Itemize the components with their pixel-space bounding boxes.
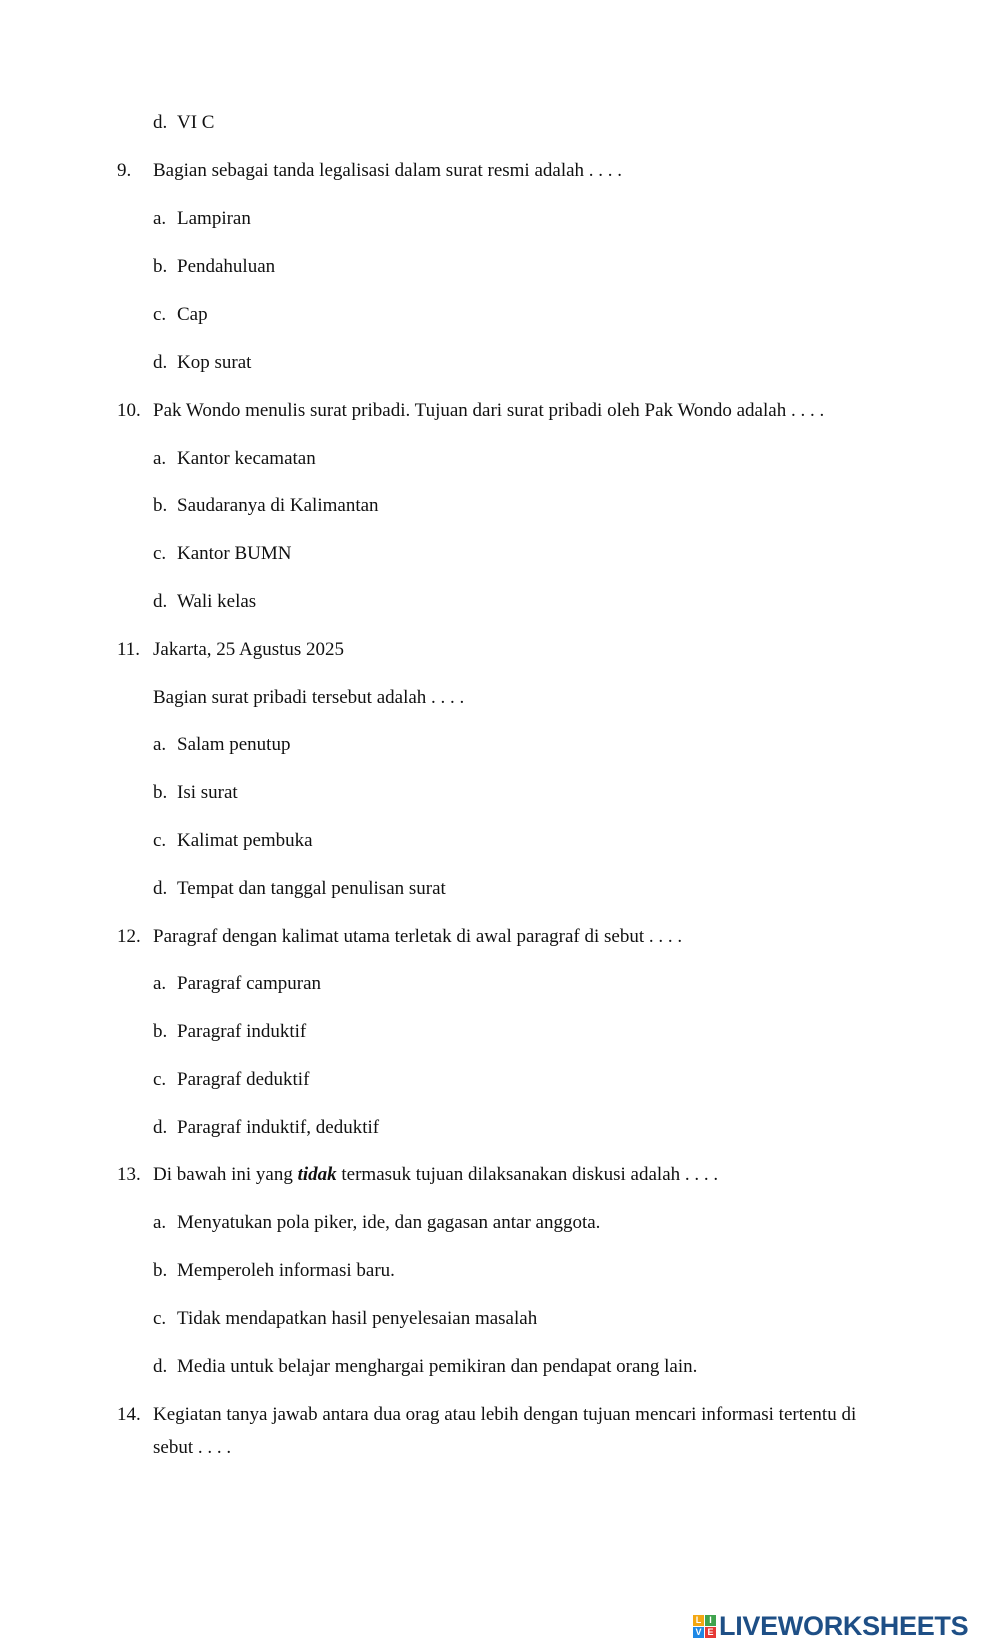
option-letter: d. <box>153 878 168 899</box>
option-letter: a. <box>153 208 167 229</box>
question-number: 9. <box>117 160 132 181</box>
question-text: Jakarta, 25 Agustus 2025 <box>153 639 345 660</box>
question-number: 11. <box>117 639 141 660</box>
option-text: Kop surat <box>177 352 252 373</box>
option-letter: b. <box>153 1021 168 1042</box>
option-letter: a. <box>153 973 167 994</box>
option-letter: d. <box>153 352 168 373</box>
option-text: Cap <box>177 304 208 325</box>
question-text: Bagian surat pribadi tersebut adalah . . . . <box>153 687 465 708</box>
option-text: Isi surat <box>177 782 238 803</box>
option-text: Saudaranya di Kalimantan <box>177 495 379 516</box>
option-text: Wali kelas <box>177 591 257 612</box>
option-letter: c. <box>153 1308 167 1329</box>
option-letter: b. <box>153 256 168 277</box>
option-letter: d. <box>153 112 168 133</box>
option-letter: c. <box>153 304 167 325</box>
logo-text: LIVEWORKSHEETS <box>719 1610 969 1641</box>
option-text: Kantor kecamatan <box>177 448 316 469</box>
logo-letter: I <box>705 1615 716 1626</box>
liveworksheets-logo <box>693 1611 968 1641</box>
question-text-start: Di bawah ini yang <box>153 1164 298 1185</box>
option-letter: b. <box>153 1260 168 1281</box>
option-letter: d. <box>153 1356 168 1377</box>
option-letter: c. <box>153 1069 167 1090</box>
option-text: Kalimat pembuka <box>177 830 313 851</box>
liveworksheets-icon <box>693 1615 716 1638</box>
option-letter: a. <box>153 1212 167 1233</box>
question-number: 10. <box>117 400 141 421</box>
logo-letter: E <box>705 1627 716 1638</box>
option-letter: b. <box>153 782 168 803</box>
option-text: Memperoleh informasi baru. <box>177 1260 395 1281</box>
option-letter: b. <box>153 495 168 516</box>
option-text: VI C <box>177 112 215 133</box>
option-text: Paragraf deduktif <box>177 1069 310 1090</box>
option-text: Lampiran <box>177 208 251 229</box>
question-text: Paragraf dengan kalimat utama terletak di awal paragraf di sebut . . . . <box>153 926 683 947</box>
option-text: Paragraf induktif <box>177 1021 307 1042</box>
question-text: Bagian sebagai tanda legalisasi dalam surat resmi adalah . . . . <box>153 160 623 181</box>
question-number: 14. <box>117 1404 141 1425</box>
logo-letter: L <box>693 1615 704 1626</box>
option-text: Media untuk belajar menghargai pemikiran dan pendapat orang lain. <box>177 1356 698 1377</box>
question-number: 12. <box>117 926 141 947</box>
question-text <box>153 1163 718 1187</box>
option-letter: a. <box>153 734 167 755</box>
option-letter: d. <box>153 1117 168 1138</box>
option-text: Menyatukan pola piker, ide, dan gagasan antar anggota. <box>177 1212 601 1233</box>
option-text: Tidak mendapatkan hasil penyelesaian masalah <box>177 1308 538 1329</box>
option-text: Pendahuluan <box>177 256 276 277</box>
option-text: Salam penutup <box>177 734 291 755</box>
question-number: 13. <box>117 1164 141 1185</box>
logo-letter: V <box>693 1627 704 1638</box>
option-text: Paragraf induktif, deduktif <box>177 1117 380 1138</box>
option-text: Tempat dan tanggal penulisan surat <box>177 878 446 899</box>
question-text: sebut . . . . <box>153 1437 232 1458</box>
option-letter: c. <box>153 830 167 851</box>
option-letter: a. <box>153 448 167 469</box>
option-text: Paragraf campuran <box>177 973 322 994</box>
question-text-emphasis: tidak <box>297 1164 337 1185</box>
question-text: Pak Wondo menulis surat pribadi. Tujuan dari surat pribadi oleh Pak Wondo adalah . . . . <box>153 400 825 421</box>
question-text: Kegiatan tanya jawab antara dua orag atau lebih dengan tujuan mencari informasi tertentu di <box>153 1404 857 1425</box>
option-text: Kantor BUMN <box>177 543 292 564</box>
question-text-end: termasuk tujuan dilaksanakan diskusi adalah . . . . <box>336 1164 719 1185</box>
option-letter: c. <box>153 543 167 564</box>
option-letter: d. <box>153 591 168 612</box>
